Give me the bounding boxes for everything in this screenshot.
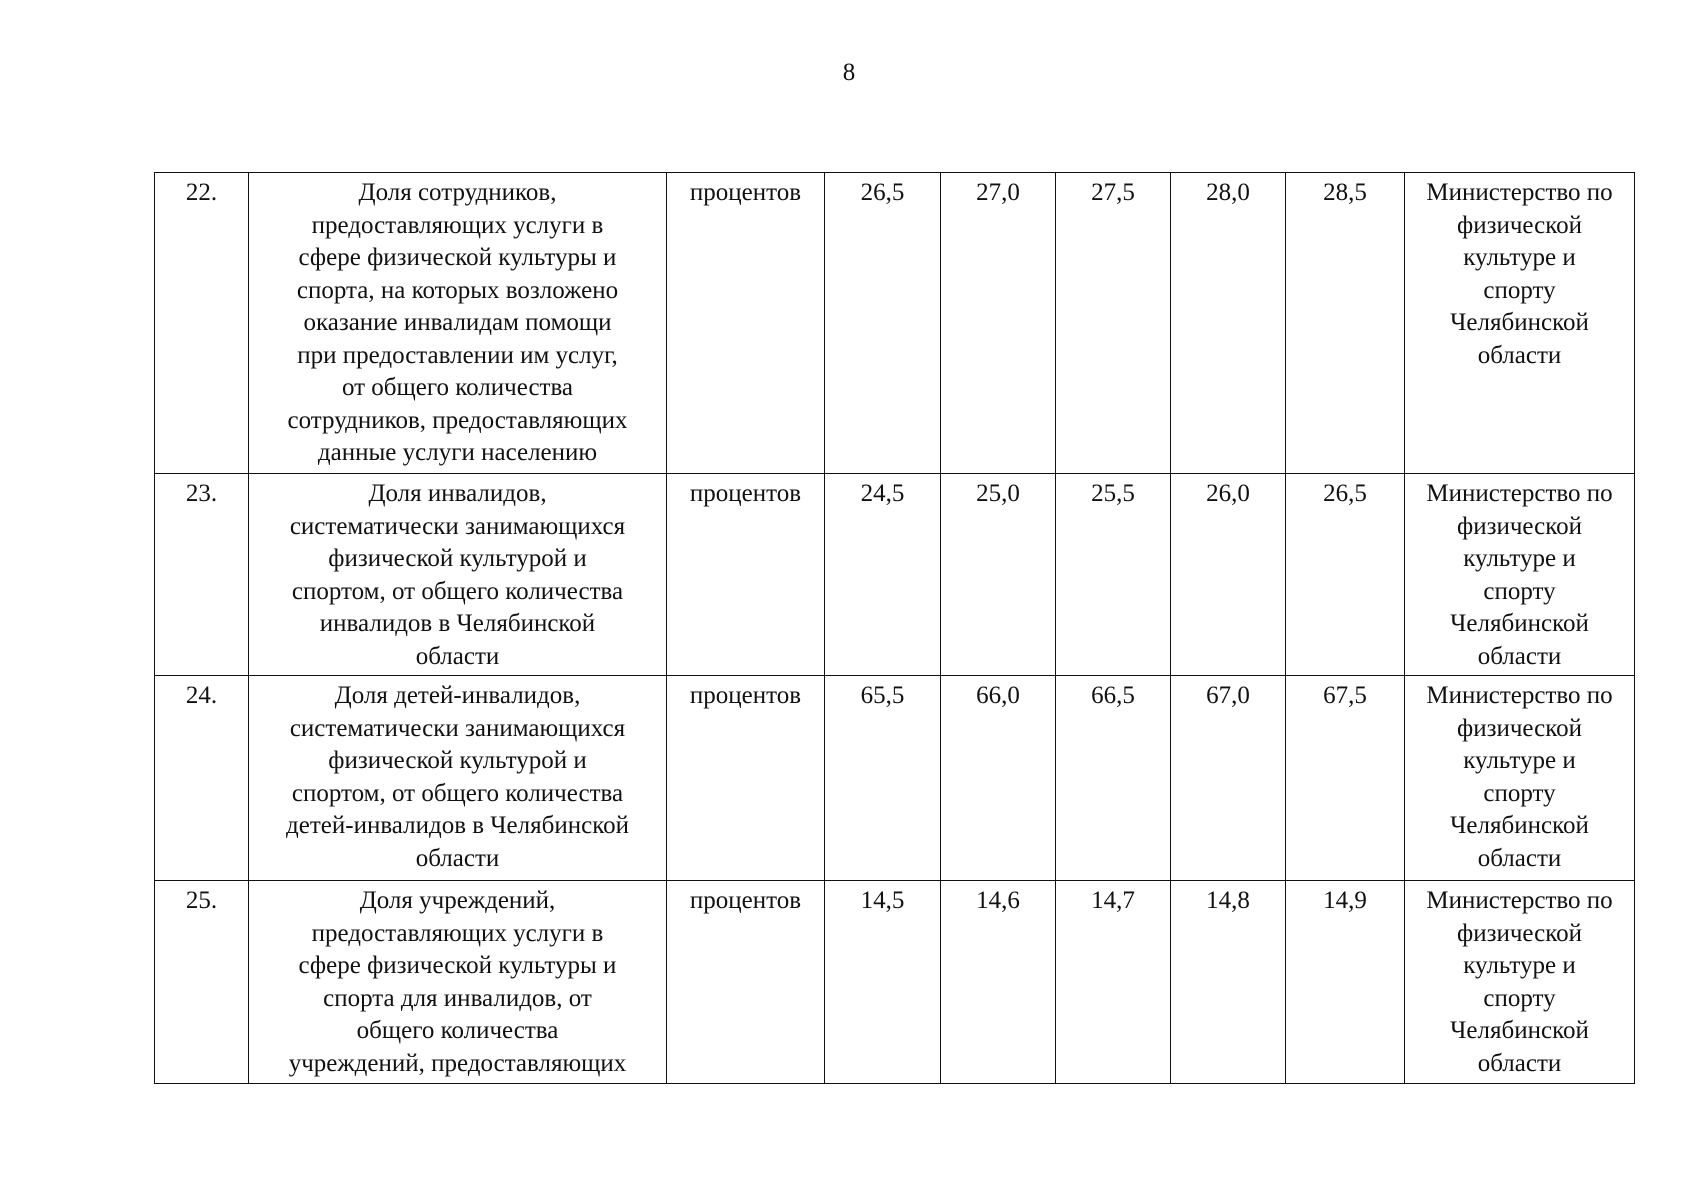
indicators-table bbox=[154, 172, 1635, 1084]
value-cell: 14,9 bbox=[1286, 881, 1405, 1084]
indicator-name: Доля инвалидов, систематически занимающихся физической культурой и спортом, от общего количества инвалидов в Челябинской области bbox=[249, 474, 667, 676]
table-row bbox=[155, 474, 1635, 676]
value-cell: 14,5 bbox=[825, 881, 941, 1084]
responsible-body: Министерство по физической культуре и спорту Челябинской области bbox=[1405, 881, 1635, 1084]
row-number: 25. bbox=[155, 881, 249, 1084]
value-cell: 25,0 bbox=[941, 474, 1056, 676]
row-number: 22. bbox=[155, 173, 249, 474]
value-cell: 14,6 bbox=[941, 881, 1056, 1084]
indicator-name: Доля сотрудников, предоставляющих услуги в сфере физической культуры и спорта, на которых возложено оказание инвалидам помощи при предоставлении им услуг, от общего количества сотрудников, предоставляющих данные услуги населению bbox=[249, 173, 667, 474]
responsible-body: Министерство по физической культуре и спорту Челябинской области bbox=[1405, 173, 1635, 474]
indicator-name: Доля учреждений, предоставляющих услуги в сфере физической культуры и спорта для инвалидов, от общего количества учреждений, предоставляющих bbox=[249, 881, 667, 1084]
value-cell: 14,8 bbox=[1171, 881, 1286, 1084]
value-cell: 67,0 bbox=[1171, 676, 1286, 881]
indicator-name: Доля детей-инвалидов, систематически занимающихся физической культурой и спортом, от общего количества детей-инвалидов в Челябинской области bbox=[249, 676, 667, 881]
table-row bbox=[155, 173, 1635, 474]
value-cell: 26,5 bbox=[825, 173, 941, 474]
row-number: 24. bbox=[155, 676, 249, 881]
value-cell: 66,0 bbox=[941, 676, 1056, 881]
value-cell: 26,5 bbox=[1286, 474, 1405, 676]
table-row bbox=[155, 676, 1635, 881]
value-cell: 24,5 bbox=[825, 474, 941, 676]
unit-cell: процентов bbox=[667, 173, 825, 474]
value-cell: 65,5 bbox=[825, 676, 941, 881]
value-cell: 28,0 bbox=[1171, 173, 1286, 474]
responsible-body: Министерство по физической культуре и спорту Челябинской области bbox=[1405, 474, 1635, 676]
value-cell: 28,5 bbox=[1286, 173, 1405, 474]
value-cell: 14,7 bbox=[1056, 881, 1171, 1084]
value-cell: 66,5 bbox=[1056, 676, 1171, 881]
value-cell: 25,5 bbox=[1056, 474, 1171, 676]
page-number: 8 bbox=[842, 59, 856, 86]
unit-cell: процентов bbox=[667, 881, 825, 1084]
value-cell: 67,5 bbox=[1286, 676, 1405, 881]
value-cell: 26,0 bbox=[1171, 474, 1286, 676]
responsible-body: Министерство по физической культуре и спорту Челябинской области bbox=[1405, 676, 1635, 881]
row-number: 23. bbox=[155, 474, 249, 676]
value-cell: 27,0 bbox=[941, 173, 1056, 474]
table-row bbox=[155, 881, 1635, 1084]
unit-cell: процентов bbox=[667, 474, 825, 676]
value-cell: 27,5 bbox=[1056, 173, 1171, 474]
unit-cell: процентов bbox=[667, 676, 825, 881]
